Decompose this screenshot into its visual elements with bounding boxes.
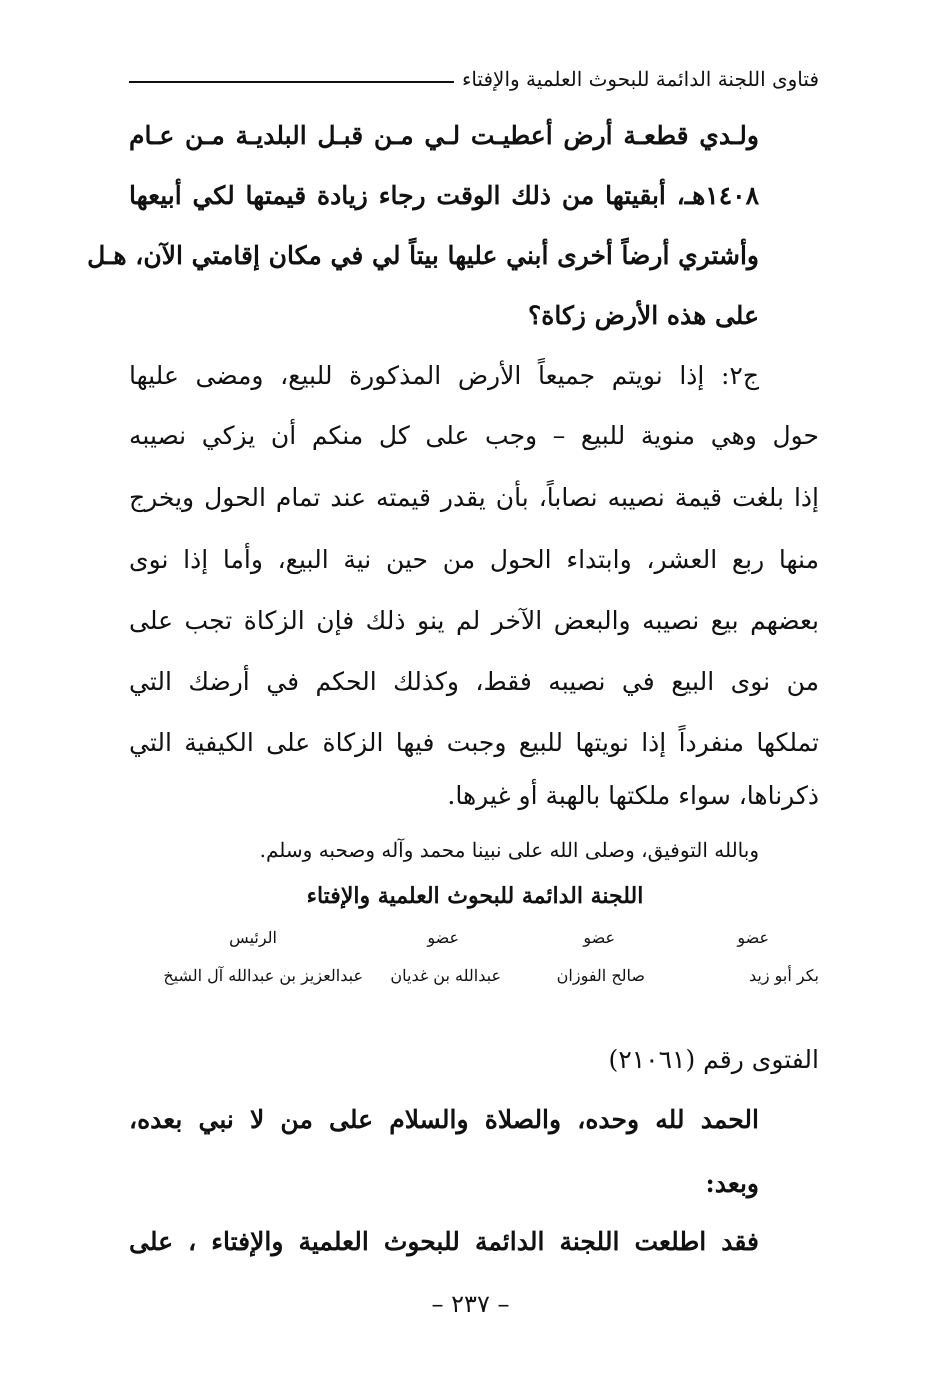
question-line-3: وأشتري أرضاً أخرى أبني عليها بيتاً لي في مكان إقامتي الآن، هـل [87, 241, 759, 270]
page-number: – ٢٣٧ – [431, 1290, 510, 1318]
question-line-4: على هذه الأرض زكاة؟ [527, 301, 759, 330]
signatory-1-name: بكر أبو زيد [748, 966, 819, 985]
signatory-3-name: عبدالله بن غديان [390, 966, 501, 985]
signatory-4-name: عبدالعزيز بن عبدالله آل الشيخ [163, 966, 363, 985]
signatory-4-role: الرئيس [229, 928, 277, 947]
answer-line-6: من نوى البيع في نصيبه فقط، وكذلك الحكم في أرضك التي [129, 667, 819, 696]
next-fatwa-line-3: فقد اطلعت اللجنة الدائمة للبحوث العلمية والإفتاء ، على [129, 1227, 759, 1256]
closing-formula: وبالله التوفيق، وصلى الله على نبينا محمد وآله وصحبه وسلم. [259, 838, 759, 862]
answer-line-1: ج٢: إذا نويتم جميعاً الأرض المذكورة للبيع، ومضى عليها [129, 361, 759, 390]
answer-line-8: ذكرناها، سواء ملكتها بالهبة أو غيرها. [447, 781, 819, 810]
signatory-1-role: عضو [737, 928, 769, 947]
answer-line-7: تملكها منفرداً إذا نويتها للبيع وجبت فيها الزكاة على الكيفية التي [129, 728, 819, 757]
signatory-3-role: عضو [427, 928, 459, 947]
running-header-title: فتاوى اللجنة الدائمة للبحوث العلمية والإفتاء [461, 67, 819, 91]
answer-line-3: إذا بلغت قيمة نصيبه نصاباً، بأن يقدر قيمته عند تمام الحول ويخرج [129, 483, 819, 512]
signatory-2-name: صالح الفوزان [556, 966, 645, 985]
answer-line-4: منها ربع العشر، وابتداء الحول من حين نية البيع، وأما إذا نوى [129, 545, 819, 574]
answer-line-2: حول وهي منوية للبيع – وجب على كل منكم أن يزكي نصيبه [129, 421, 819, 450]
answer-line-5: بعضهم بيع نصيبه والبعض الآخر لم ينو ذلك فإن الزكاة تجب على [129, 606, 819, 635]
running-header [129, 62, 819, 96]
fatwa-number: الفتوى رقم (٢١٠٦١) [608, 1045, 819, 1074]
committee-title: اللجنة الدائمة للبحوث العلمية والإفتاء [306, 883, 644, 909]
next-fatwa-line-2: وبعد: [705, 1169, 759, 1198]
signatory-2-role: عضو [583, 928, 615, 947]
next-fatwa-line-1: الحمد لله وحده، والصلاة والسلام على من لا نبي بعده، [129, 1105, 759, 1134]
question-line-1: ولـدي قطعـة أرض أعطيـت لـي مـن قبـل البلديـة مـن عـام [129, 121, 759, 150]
header-rule [129, 81, 454, 83]
question-line-2: ١٤٠٨هـ، أبقيتها من ذلك الوقت رجاء زيادة قيمتها لكي أبيعها [129, 181, 759, 210]
